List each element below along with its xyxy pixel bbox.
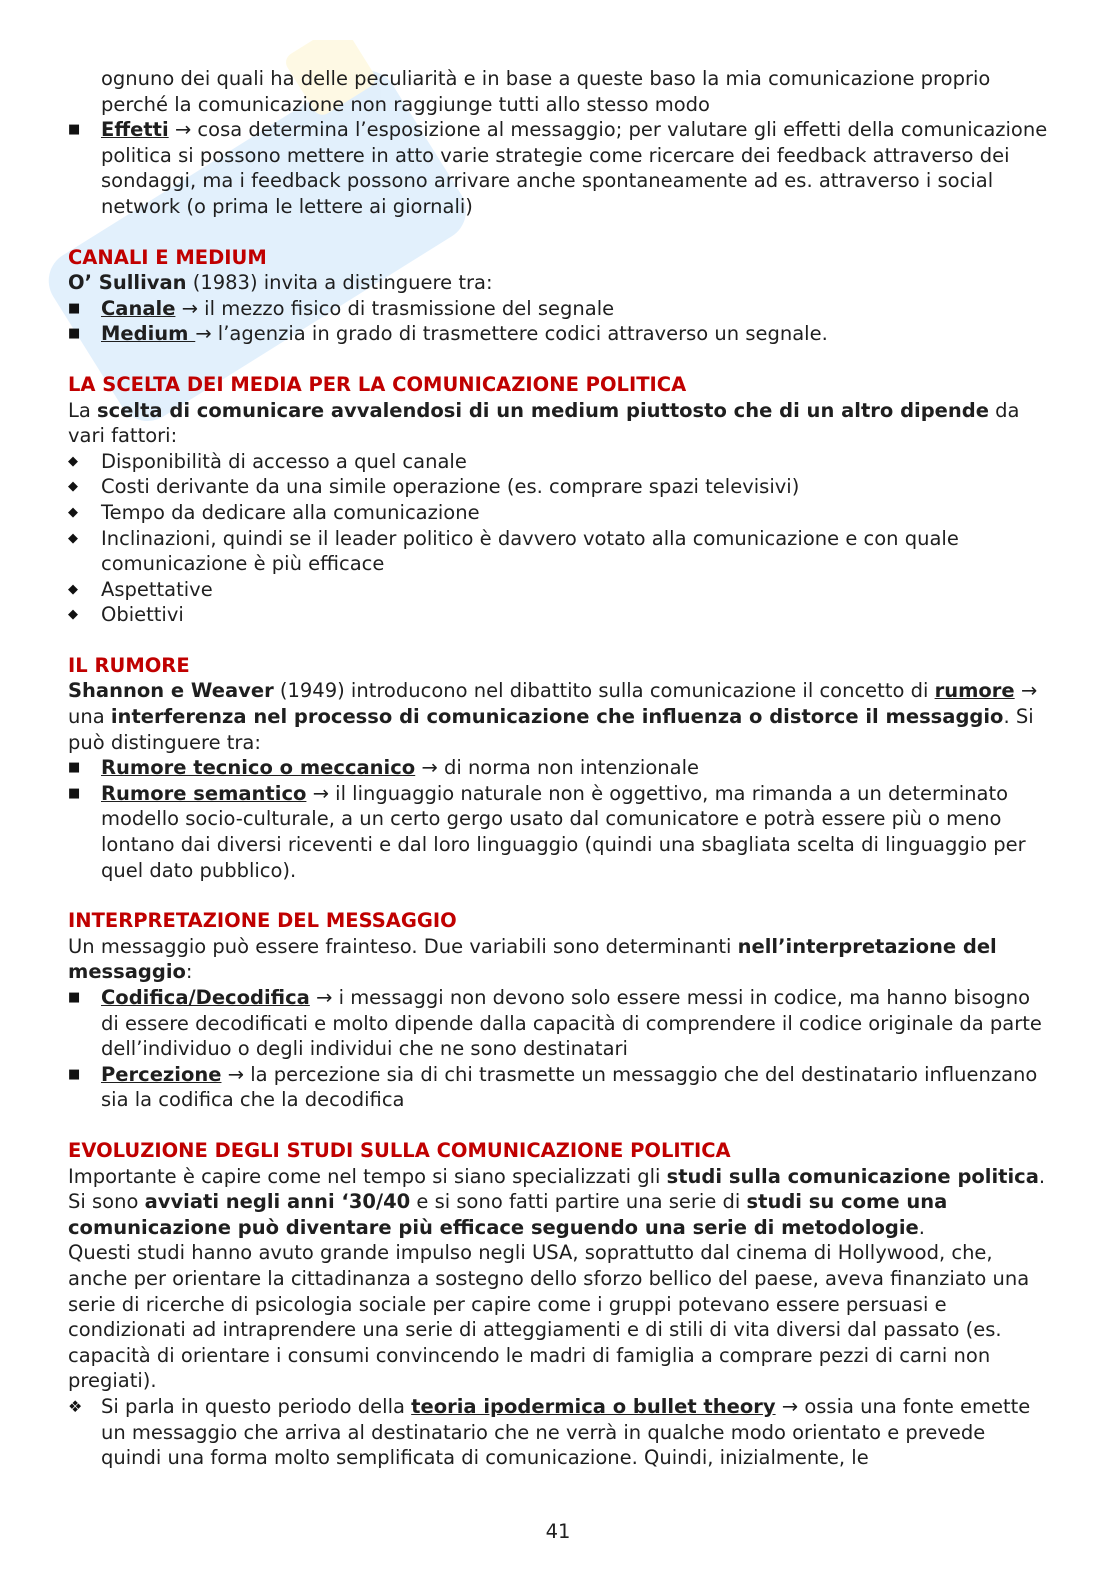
evoluzione-p2-c: e si sono fatti partire una serie di — [410, 1190, 747, 1214]
arrow-icon: → — [227, 1062, 245, 1086]
list-item-medium — [68, 321, 1048, 347]
bullet-theory-text: ossia una fonte emette un messaggio che arriva al destinatario che ne verrà in qualche modo orientato e prevede quindi una forma molto semplificata di comunicazione. Quindi, inizialmente, le — [101, 1394, 1031, 1470]
evoluzione-p2-d: studi su come una comunicazione può diventare più efficace seguendo una serie di metodologie — [68, 1190, 948, 1239]
author-osullivan: O’ Sullivan — [68, 271, 187, 295]
square-bullet-icon: ■ — [68, 326, 81, 342]
evoluzione-p2 — [68, 1189, 1048, 1240]
term-canale: Canale — [101, 296, 176, 320]
page-number: 41 — [545, 1520, 571, 1543]
document-page — [68, 66, 1048, 1471]
arrow-icon: → — [316, 986, 333, 1009]
list-item-percezione — [68, 1062, 1048, 1113]
percezione-text: la percezione sia di chi trasmette un messaggio che del destinatario influenzano sia la codifica che la decodifica — [101, 1062, 1038, 1112]
square-bullet-icon: ■ — [68, 760, 81, 776]
rumore-intro — [68, 678, 1048, 755]
interpretazione-bold: nell’interpretazione del messaggio — [68, 934, 997, 984]
heading-canali: CANALI E MEDIUM — [68, 245, 267, 269]
term-rumore-semantico: Rumore semantico — [101, 781, 307, 805]
rumore-text-1: (1949) introducono nel dibattito sulla comunicazione il concetto di — [273, 679, 935, 703]
arrow-icon: → — [1020, 679, 1038, 703]
square-bullet-icon: ■ — [68, 122, 81, 138]
list-item-effetti — [68, 117, 1048, 219]
list-item-codifica — [68, 985, 1048, 1062]
evoluzione-p2-b: avviati negli anni ‘30/40 — [144, 1190, 411, 1214]
arrow-icon: → — [195, 322, 212, 346]
scelta-intro-rest: da vari fattori: — [68, 398, 1020, 448]
arrow-icon: → — [312, 781, 329, 805]
factor-text: Inclinazioni, quindi se il leader politico è davvero votato alla comunicazione e con quale comunicazione è più efficace — [101, 526, 959, 576]
rumore-text-2: una — [68, 705, 111, 729]
heading-rumore: IL RUMORE — [68, 653, 190, 677]
evoluzione-p2-e: . — [918, 1215, 925, 1239]
list-item-rumore-semantico — [68, 781, 1048, 883]
factor-text: Costi derivante da una simile operazione (es. comprare spazi televisivi) — [101, 475, 800, 499]
list-item-rumore-tecnico — [68, 755, 1048, 781]
arrow-icon: → — [174, 118, 192, 142]
list-item — [68, 577, 1048, 603]
arrow-icon: → — [181, 296, 198, 320]
factor-text: Obiettivi — [101, 603, 184, 627]
square-bullet-icon: ■ — [68, 300, 81, 316]
intro-continuation: ognuno dei quali ha delle peculiarità e in base a queste baso la mia comunicazione proprio perché la comunicazione non raggiunge tutti allo stesso modo — [101, 67, 991, 116]
rumore-definition: interferenza nel processo di comunicazione che influenza o distorce il messaggio — [110, 705, 1004, 729]
diamond-bullet-icon: ◆ — [68, 581, 78, 597]
term-percezione: Percezione — [101, 1062, 222, 1086]
evoluzione-p1 — [68, 1164, 1048, 1190]
evoluzione-p2-a: Si sono — [68, 1190, 145, 1214]
canali-intro — [68, 270, 1048, 296]
list-item — [68, 449, 1048, 475]
rumore-text-3: . Si può distinguere tra: — [68, 705, 1034, 754]
list-item-bullet-theory — [68, 1394, 1048, 1471]
term-bullet-theory: teoria ipodermica o bullet theory — [411, 1394, 776, 1418]
interpretazione-text-1: Un messaggio può essere frainteso. Due variabili sono determinanti — [68, 934, 738, 958]
scelta-intro-pre: La — [68, 398, 98, 422]
codifica-text: i messaggi non devono solo essere messi in codice, ma hanno bisogno di essere decodificati e molto dipende dalla capacità di comprendere il codice originale da parte dell’individuo o degli individui che ne sono destinatari — [101, 986, 1042, 1061]
rumore-semantico-text: il linguaggio naturale non è oggettivo, ma rimanda a un determinato modello socio-culturale, a un certo gergo usato dal comunicatore e potrà essere più o meno lontano dai diversi riceventi e dal loro linguaggio (quindi una sbagliata scelta di linguaggio per quel dato pubblico). — [101, 781, 1026, 882]
evoluzione-p1-c: . — [1038, 1164, 1046, 1188]
evoluzione-p3: Questi studi hanno avuto grande impulso negli USA, soprattutto dal cinema di Hollywood, che, anche per orientare la cittadinanza a sostegno dello sforzo bellico del paese, aveva finanziato una serie di ricerche di psicologia sociale per capire come i gruppi potevano essere persuasi e condizionati ad intraprendere una serie di atteggiamenti e di stili di vita diversi dal passato (es. capacità di orientare i consumi convincendo le madri di famiglia a comprare pezzi di carni non pregiati). — [68, 1241, 1030, 1393]
list-item — [68, 474, 1048, 500]
factor-text: Aspettative — [101, 577, 213, 601]
diamond-bullet-icon: ◆ — [68, 453, 78, 469]
bullet-theory-pre: Si parla in questo periodo della — [101, 1394, 412, 1418]
heading-evoluzione: EVOLUZIONE DEGLI STUDI SULLA COMUNICAZIONE POLITICA — [68, 1138, 731, 1162]
canale-text: il mezzo fisico di trasmissione del segnale — [197, 296, 615, 320]
authors-shannon-weaver: Shannon e Weaver — [68, 679, 274, 703]
diamond-bullet-icon: ◆ — [68, 607, 78, 623]
diamond-bullet-icon: ◆ — [68, 504, 78, 520]
scelta-intro — [68, 398, 1048, 449]
square-bullet-icon: ■ — [68, 785, 81, 801]
evoluzione-p1-a: Importante è capire come nel tempo si siano specializzati gli — [68, 1164, 667, 1188]
evoluzione-p1-b: studi sulla comunicazione politica — [666, 1164, 1039, 1188]
heading-scelta-media: LA SCELTA DEI MEDIA PER LA COMUNICAZIONE POLITICA — [68, 372, 687, 396]
term-rumore-tecnico: Rumore tecnico o meccanico — [101, 756, 416, 780]
effetti-text: cosa determina l’esposizione al messaggio; per valutare gli effetti della comunicazione politica si possono mettere in atto varie strategie come ricercare dei feedback attraverso dei sondaggi, ma i feedback possono arrivare anche spontaneamente ad es. attraverso i social network (o prima le lettere ai giornali) — [101, 118, 1048, 218]
list-item — [68, 500, 1048, 526]
square-bullet-icon: ■ — [68, 990, 81, 1005]
four-diamond-bullet-icon: ❖ — [68, 1396, 83, 1416]
term-medium: Medium — [101, 322, 196, 346]
list-item — [68, 602, 1048, 628]
interpretazione-intro — [68, 934, 1048, 985]
medium-text: l’agenzia in grado di trasmettere codici attraverso un segnale. — [211, 322, 828, 346]
factor-text: Disponibilità di accesso a quel canale — [101, 449, 467, 473]
term-codifica: Codifica/Decodifica — [101, 986, 310, 1009]
arrow-icon: → — [421, 756, 438, 780]
scelta-intro-bold: scelta di comunicare avvalendosi di un medium piuttosto che di un altro dipende — [97, 398, 989, 422]
interpretazione-text-2: : — [185, 960, 193, 984]
diamond-bullet-icon: ◆ — [68, 479, 78, 495]
term-effetti: Effetti — [101, 118, 169, 142]
list-item — [68, 526, 1048, 577]
canali-intro-text: (1983) invita a distinguere tra: — [186, 271, 493, 295]
list-item-canale — [68, 296, 1048, 322]
heading-interpretazione: INTERPRETAZIONE DEL MESSAGGIO — [68, 909, 457, 933]
factor-text: Tempo da dedicare alla comunicazione — [101, 500, 480, 524]
arrow-icon: → — [781, 1394, 799, 1418]
diamond-bullet-icon: ◆ — [68, 530, 78, 546]
term-rumore: rumore — [934, 679, 1015, 703]
square-bullet-icon: ■ — [68, 1066, 81, 1082]
rumore-tecnico-text: di norma non intenzionale — [437, 756, 699, 780]
